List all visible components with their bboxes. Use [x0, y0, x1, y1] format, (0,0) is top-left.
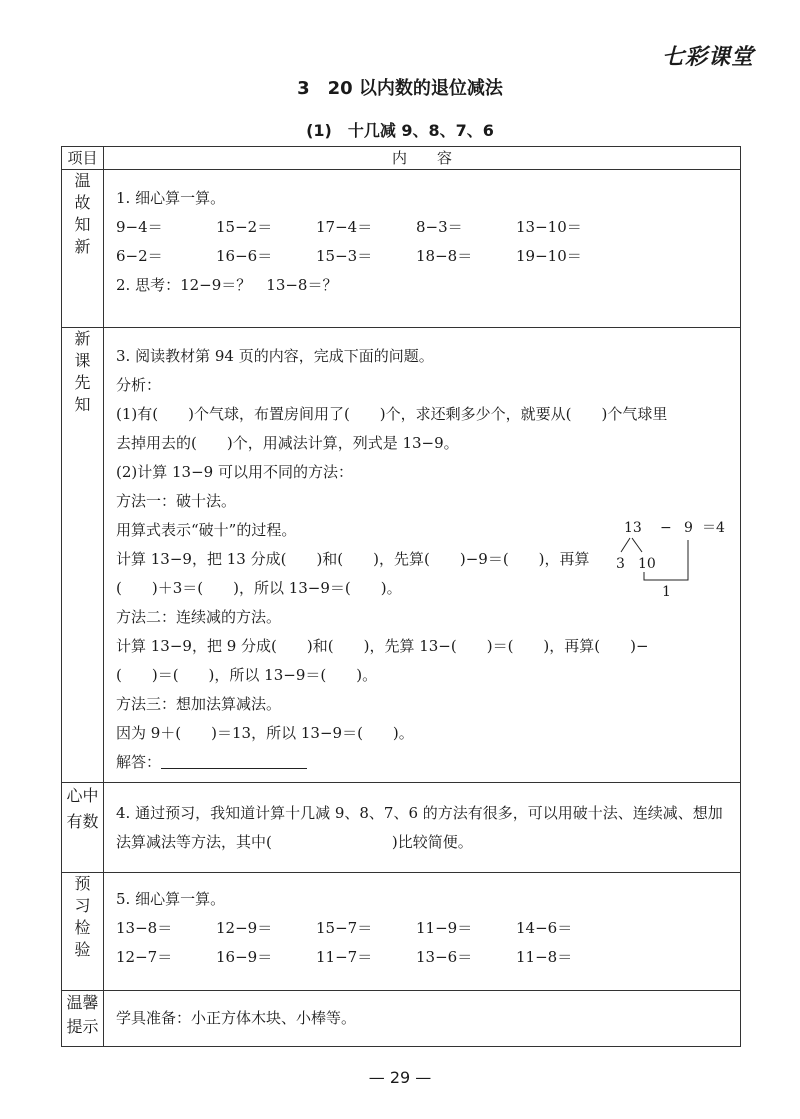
check-row-1	[116, 914, 734, 943]
check-content	[104, 873, 741, 991]
answer-blank[interactable]	[161, 750, 307, 769]
preview-line: ( )＝( )，所以 13−9＝( )。	[116, 666, 378, 684]
expr: 11−9＝	[416, 919, 473, 937]
section-label-preview: 新课先知	[62, 328, 104, 783]
answer-label: 解答：	[116, 753, 162, 771]
expr: 19−10＝	[516, 247, 582, 265]
expr: 8−3＝	[416, 218, 463, 236]
preview-content	[104, 328, 741, 783]
preview-line: (2)计算 13−9 可以用不同的方法：	[116, 463, 353, 481]
diagram-result: ＝4	[702, 520, 725, 536]
expr: 12−7＝	[116, 948, 173, 966]
answer-line	[116, 748, 734, 777]
break-ten-diagram	[616, 516, 736, 606]
section-label-insight: 心中有数	[62, 783, 104, 873]
question-5: 5. 细心算一算。	[116, 890, 226, 908]
section-review	[62, 170, 741, 328]
question-1: 1. 细心算一算。	[116, 189, 226, 207]
preview-line: 分析：	[116, 376, 162, 394]
section-label-check: 预习检验	[62, 873, 104, 991]
diagram-subtrahend: 9	[684, 520, 693, 536]
expr: 13−8＝	[116, 919, 173, 937]
expr: 13−6＝	[416, 948, 473, 966]
expr: 14−6＝	[516, 919, 573, 937]
insight-content	[104, 783, 741, 873]
lesson-subtitle: (1) 十几减 9、8、7、6	[306, 121, 494, 140]
section-label-review: 温故知新	[62, 170, 104, 328]
insight-line-1: 4. 通过预习，我知道计算十几减 9、8、7、6 的方法有很多，可以用破十法、连续减、想加	[116, 804, 723, 822]
tips-text: 学具准备：小正方体木块、小棒等。	[116, 1009, 357, 1027]
expr: 16−9＝	[216, 948, 273, 966]
preview-line: 方法三：想加法算减法。	[116, 695, 282, 713]
review-content	[104, 170, 741, 328]
preview-line: 方法二：连续减的方法。	[116, 608, 282, 626]
section-check	[62, 873, 741, 991]
worksheet-table	[61, 146, 741, 1047]
diagram-minuend: 13	[624, 520, 642, 536]
expr: 11−8＝	[516, 948, 573, 966]
preview-line: ( )＋3＝( )，所以 13−9＝( )。	[116, 579, 402, 597]
diagram-minus: −	[660, 520, 672, 536]
preview-line: 去掉用去的( )个，用减法计算，列式是 13−9。	[116, 434, 459, 452]
brand-logo: 七彩课堂	[661, 45, 754, 70]
question-2: 2. 思考：12−9＝？ 13−8＝？	[116, 276, 338, 294]
expr: 9−4＝	[116, 218, 163, 236]
review-row-2	[116, 242, 734, 271]
diagram-split-2: 10	[638, 556, 656, 572]
review-row-1	[116, 213, 734, 242]
header-project: 项目	[62, 147, 104, 170]
preview-line: (1)有( )个气球，布置房间用了( )个，求还剩多少个，就要从( )个气球里	[116, 405, 668, 423]
expr: 17−4＝	[316, 218, 373, 236]
section-label-tips: 温馨提示	[62, 991, 104, 1047]
page-number: — 29 —	[368, 1068, 432, 1087]
header-row	[62, 147, 741, 170]
expr: 6−2＝	[116, 247, 163, 265]
check-row-2	[116, 943, 734, 972]
diagram-intermediate: 1	[662, 584, 671, 600]
expr: 15−7＝	[316, 919, 373, 937]
preview-line: 3. 阅读教材第 94 页的内容，完成下面的问题。	[116, 347, 434, 365]
preview-line: 用算式表示“破十”的过程。	[116, 521, 297, 539]
expr: 16−6＝	[216, 247, 273, 265]
section-insight	[62, 783, 741, 873]
expr: 15−2＝	[216, 218, 273, 236]
lesson-title: 3 20 以内数的退位减法	[297, 78, 503, 99]
section-preview	[62, 328, 741, 783]
expr: 15−3＝	[316, 247, 373, 265]
preview-line: 因为 9＋( )＝13，所以 13−9＝( )。	[116, 724, 414, 742]
diagram-split-1: 3	[616, 556, 625, 572]
preview-line: 方法一：破十法。	[116, 492, 237, 510]
preview-line: 计算 13−9，把 9 分成( )和( )，先算 13−( )＝( )，再算( )−	[116, 637, 649, 655]
section-tips	[62, 991, 741, 1047]
tips-content	[104, 991, 741, 1047]
insight-line-2: 法算减法等方法，其中( )比较简便。	[116, 833, 473, 851]
expr: 18−8＝	[416, 247, 473, 265]
preview-line: 计算 13−9，把 13 分成( )和( )，先算( )−9＝( )，再算	[116, 550, 590, 568]
expr: 12−9＝	[216, 919, 273, 937]
header-content: 内 容	[104, 147, 741, 170]
expr: 11−7＝	[316, 948, 373, 966]
expr: 13−10＝	[516, 218, 582, 236]
